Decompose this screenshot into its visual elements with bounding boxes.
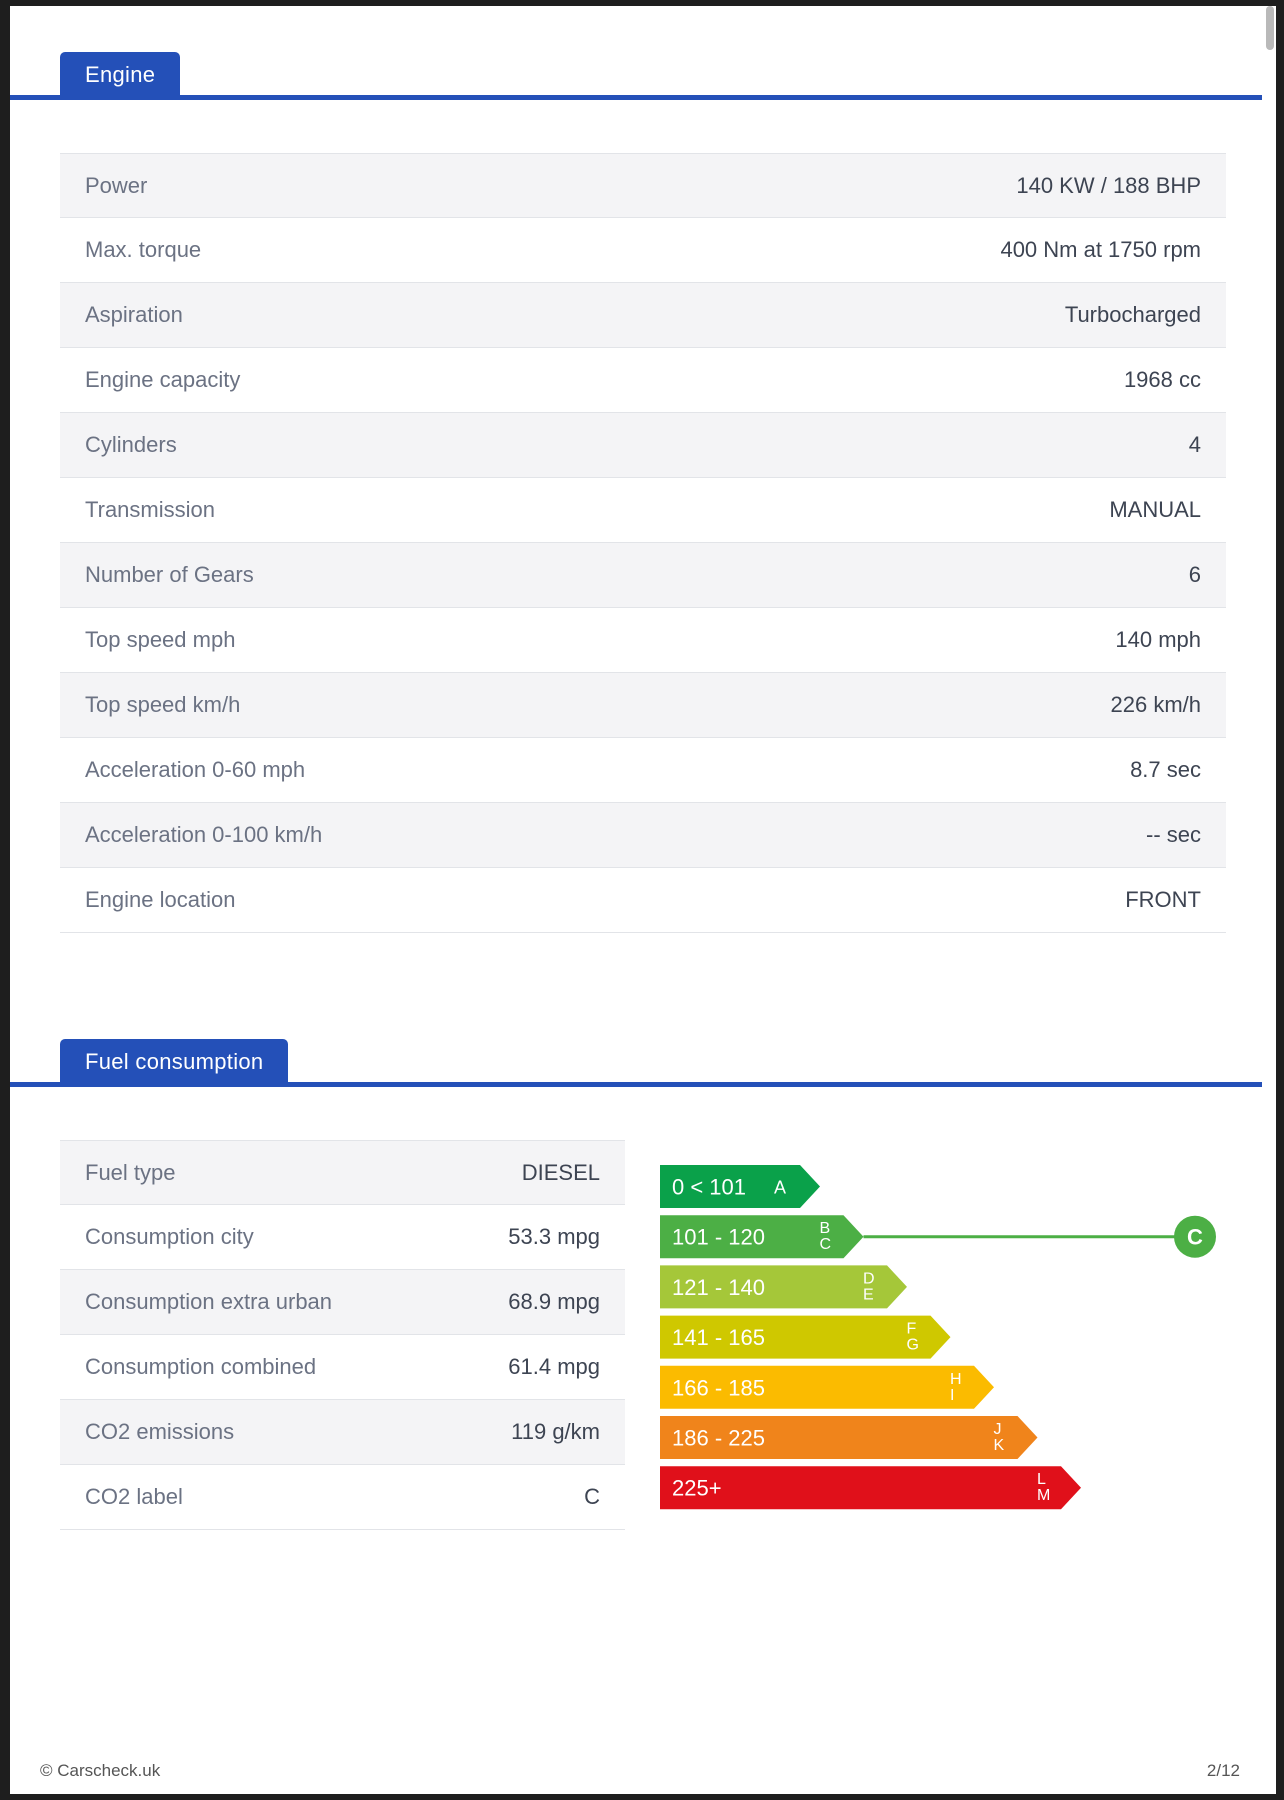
co2-energy-chart (660, 1165, 1230, 1515)
energy-band-2 (660, 1265, 907, 1308)
engine-spec-row-value: FRONT (1125, 887, 1201, 912)
energy-band-3 (660, 1316, 951, 1359)
engine-spec-row (60, 803, 1226, 868)
energy-band-letter: K (993, 1437, 1005, 1454)
fuel-spec-row-value: 68.9 mpg (508, 1289, 600, 1314)
fuel-spec-row (60, 1400, 625, 1465)
engine-spec-row-value: 4 (1188, 432, 1201, 457)
energy-band-range: 101 - 120 (672, 1224, 765, 1250)
engine-spec-row (60, 608, 1226, 673)
energy-band-range: 0 < 101 (672, 1174, 747, 1200)
engine-spec-table (60, 153, 1226, 933)
engine-spec-row (60, 478, 1226, 543)
fuel-spec-row-label: CO2 label (85, 1484, 183, 1509)
energy-band-letter: M (1037, 1487, 1051, 1505)
energy-band-letter: E (863, 1286, 874, 1304)
energy-band-arrow (660, 1466, 1081, 1509)
engine-spec-row-label: Power (85, 172, 148, 198)
engine-spec-row-value: 8.7 sec (1130, 757, 1201, 782)
co2-energy-label (660, 1165, 1230, 1515)
energy-band-letter: B (819, 1220, 831, 1238)
engine-spec-row-value: Turbocharged (1064, 302, 1201, 327)
fuel-spec-row-label: Consumption city (85, 1224, 254, 1249)
fuel-spec-row-label: Consumption extra urban (85, 1289, 333, 1314)
fuel-spec-row (60, 1140, 625, 1205)
fuel-spec-row-value: DIESEL (521, 1159, 600, 1185)
energy-band-range: 121 - 140 (672, 1274, 765, 1300)
energy-band-1 (660, 1215, 864, 1258)
footer-page-number: 2/12 (1206, 1761, 1240, 1780)
energy-band-letter: H (950, 1370, 962, 1388)
energy-band-letter: D (863, 1270, 875, 1288)
report-page (10, 6, 1276, 1794)
engine-spec-row-value: 6 (1188, 562, 1201, 587)
energy-band-letter: C (819, 1236, 832, 1254)
fuel-spec-row-value: 53.3 mpg (508, 1224, 600, 1249)
fuel-spec-table (60, 1140, 625, 1530)
engine-spec-row-label: Top speed km/h (85, 692, 241, 717)
engine-spec-row (60, 868, 1226, 933)
scrollbar-thumb[interactable] (1266, 6, 1274, 50)
fuel-section-divider (10, 1082, 1276, 1087)
engine-spec-row-label: Top speed mph (85, 627, 236, 652)
fuel-spec-row-label: CO2 emissions (85, 1419, 235, 1444)
engine-spec-row-label: Number of Gears (85, 562, 254, 587)
engine-spec-row-value: MANUAL (1109, 497, 1201, 522)
fuel-spec-row (60, 1270, 625, 1335)
engine-spec-row-value: -- sec (1146, 822, 1201, 847)
energy-band-4 (660, 1366, 994, 1409)
fuel-spec-row (60, 1205, 625, 1270)
fuel-spec-row-value: C (584, 1484, 600, 1509)
energy-band-letter: G (906, 1336, 919, 1354)
engine-spec-row-value: 400 Nm at 1750 rpm (1000, 237, 1201, 262)
fuel-spec-row-label: Fuel type (85, 1159, 176, 1185)
engine-spec-row-label: Engine location (85, 887, 236, 912)
engine-spec-row-value: 140 mph (1115, 627, 1201, 652)
engine-spec-row (60, 413, 1226, 478)
energy-band-letter: A (774, 1177, 787, 1198)
scrollbar[interactable] (1262, 6, 1276, 1794)
engine-spec-row-value: 226 km/h (1110, 692, 1201, 717)
engine-spec-row (60, 543, 1226, 608)
engine-spec-row-label: Acceleration 0-100 km/h (85, 822, 323, 847)
energy-band-letter: L (1037, 1471, 1046, 1489)
engine-spec-row-label: Aspiration (85, 302, 183, 327)
energy-band-6 (660, 1466, 1081, 1509)
energy-band-range: 141 - 165 (672, 1325, 765, 1351)
energy-band-range: 186 - 225 (672, 1425, 765, 1451)
energy-band-letter: I (950, 1386, 955, 1404)
fuel-spec-row (60, 1465, 625, 1530)
engine-spec-row-label: Transmission (85, 497, 215, 522)
fuel-spec-row-value: 61.4 mpg (508, 1354, 600, 1379)
engine-spec-row (60, 673, 1226, 738)
energy-band-letter: J (993, 1421, 1002, 1438)
fuel-section-tab: Fuel consumption (60, 1039, 288, 1083)
footer-copyright: © Carscheck.uk (40, 1761, 161, 1780)
engine-spec-row-label: Acceleration 0-60 mph (85, 757, 306, 782)
co2-indicator-letter: C (1187, 1224, 1203, 1250)
engine-spec-row (60, 153, 1226, 218)
fuel-spec-row-value: 119 g/km (511, 1419, 600, 1444)
energy-band-letter: F (906, 1320, 917, 1338)
engine-spec-row (60, 218, 1226, 283)
engine-spec-row (60, 348, 1226, 413)
energy-band-range: 225+ (672, 1475, 722, 1501)
engine-spec-row-label: Cylinders (85, 432, 177, 457)
fuel-spec-row (60, 1335, 625, 1400)
energy-band-5 (660, 1416, 1038, 1459)
engine-spec-row-value: 140 KW / 188 BHP (1016, 172, 1201, 198)
engine-spec-row (60, 738, 1226, 803)
engine-section-tab: Engine (60, 52, 180, 96)
engine-spec-row-value: 1968 cc (1123, 367, 1201, 392)
engine-section-divider (10, 95, 1276, 100)
engine-spec-row-label: Engine capacity (85, 367, 241, 392)
fuel-spec-row-label: Consumption combined (85, 1354, 317, 1379)
engine-spec-row-label: Max. torque (85, 237, 202, 262)
engine-spec-row (60, 283, 1226, 348)
energy-band-0 (660, 1165, 820, 1208)
energy-band-range: 166 - 185 (672, 1375, 765, 1401)
